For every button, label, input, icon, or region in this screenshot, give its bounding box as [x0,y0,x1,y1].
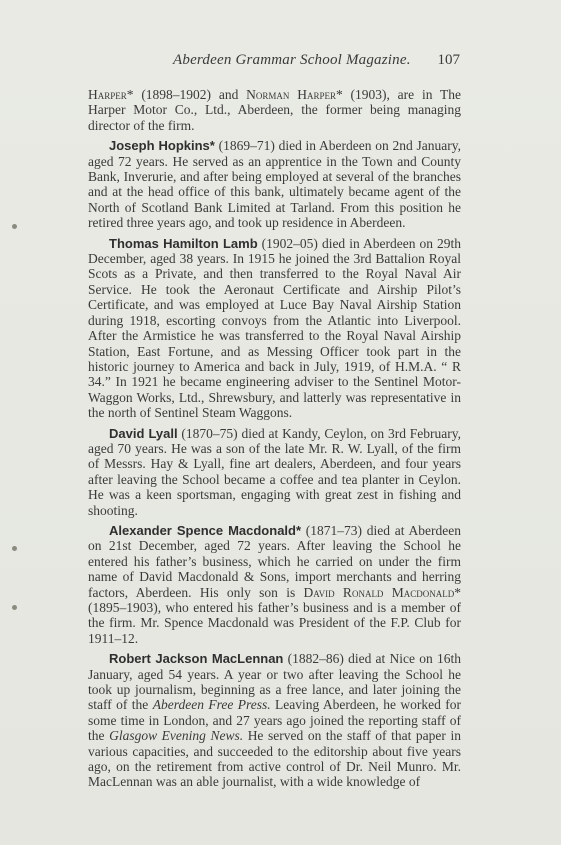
entry-text: (1869–71) died in Aberdeen on 2nd January, aged 72 years. He served as an apprentice in the Town and County Bank, Inverurie, and after being employed at several of the branches and at the head office of this bank, ultimately became agent of the North of Scotland Bank Limited at Tarland. From this position he retired three years ago, and took up residence in Aberdeen. [88,138,461,231]
running-header [88,52,460,74]
obituary-text [88,87,461,795]
entry-text: (1870–75) died at Kandy, Ceylon, on 3rd February, aged 70 years. He was a son of the late Mr. R. W. Lyall, of the firm of Messrs. Hay & Lyall, fine art dealers, Aberdeen, and four years after leaving the School became a coffee and tea planter in Ceylon. He was a keen sportsman, engaging with great zest in fishing and shooting. [88,425,461,518]
entry-text: (1903), are in The Harper Motor Co., Ltd., Aberdeen, the former being managing director of the firm. [88,87,462,133]
person-name: Robert Jackson MacLennan [109,651,284,667]
person-name-smallcaps: David Ronald Macdonald* [303,584,461,600]
entry-text: (1895–1903), who entered his father’s business and is a member of the firm. Mr. Spence Macdonald was President of the F.P. Club for 1911–12. [88,600,461,646]
person-name-smallcaps: Harper* [88,87,134,102]
obituary-entry [88,651,461,790]
page-number: 107 [437,52,460,68]
margin-mark [12,546,17,551]
margin-mark [12,224,17,229]
entry-text: Leaving Aberdeen, he worked for some time in London, and 27 years ago joined the reporting staff of the [88,697,461,744]
publication-title: Aberdeen Free Press. [152,697,271,713]
entry-text: He served on the staff of that paper in various capacities, and succeeded to the editorship about five years ago, on the retirement from active control of Dr. Neil Munro. Mr. MacLennan was an able journalist, with a wide knowledge of [88,728,461,790]
entry-text: (1898–1902) and [133,87,247,102]
person-name: David Lyall [109,425,178,441]
margin-mark [12,605,17,610]
publication-title: Glasgow Evening News. [109,728,244,744]
person-name: Thomas Hamilton Lamb [109,235,258,251]
person-name: Joseph Hopkins* [109,138,215,154]
entry-text: (1871–73) died at Aberdeen on 21st December, aged 72 years. After leaving the School he entered his father’s business, which he carried on under the firm name of David Macdonald & Sons, import merchants and herring factors, Aberdeen. His only son is [88,522,462,600]
entry-text: (1882–86) died at Nice on 16th January, aged 54 years. A year or two after leaving the School he took up journalism, beginning as a free lance, and later joining the staff of the [88,651,461,713]
person-name: Alexander Spence Macdonald* [109,522,302,538]
obituary-entry [88,236,461,421]
obituary-entry [88,87,461,133]
obituary-entry [88,523,461,646]
magazine-title: Aberdeen Grammar School Magazine. [173,52,411,68]
obituary-entry [88,426,461,518]
entry-text: (1902–05) died in Aberdeen on 29th December, aged 38 years. In 1915 he joined the 3rd Battalion Royal Scots as a Private, and then transferred to the Royal Naval Air Service. He took the Aeronaut Certificate and Airship Pilot’s Certificate, and was employed at Luce Bay Naval Airship Station during 1918, escorting convoys from the Atlantic into Liverpool. After the Armistice he was transferred to the Royal Naval Airship Station, East Fortune, and as Messing Officer took part in the historic journey to America and back in July, 1919, of H.M.A. “ R 34.” In 1921 he became engineering adviser to the Sentinel Motor-Waggon Works, Ltd., Shrewsbury, and latterly was representative in the north of Sentinel Steam Waggons. [88,235,461,421]
obituary-entry [88,138,461,230]
person-name-smallcaps: Norman Harper* [246,87,343,102]
